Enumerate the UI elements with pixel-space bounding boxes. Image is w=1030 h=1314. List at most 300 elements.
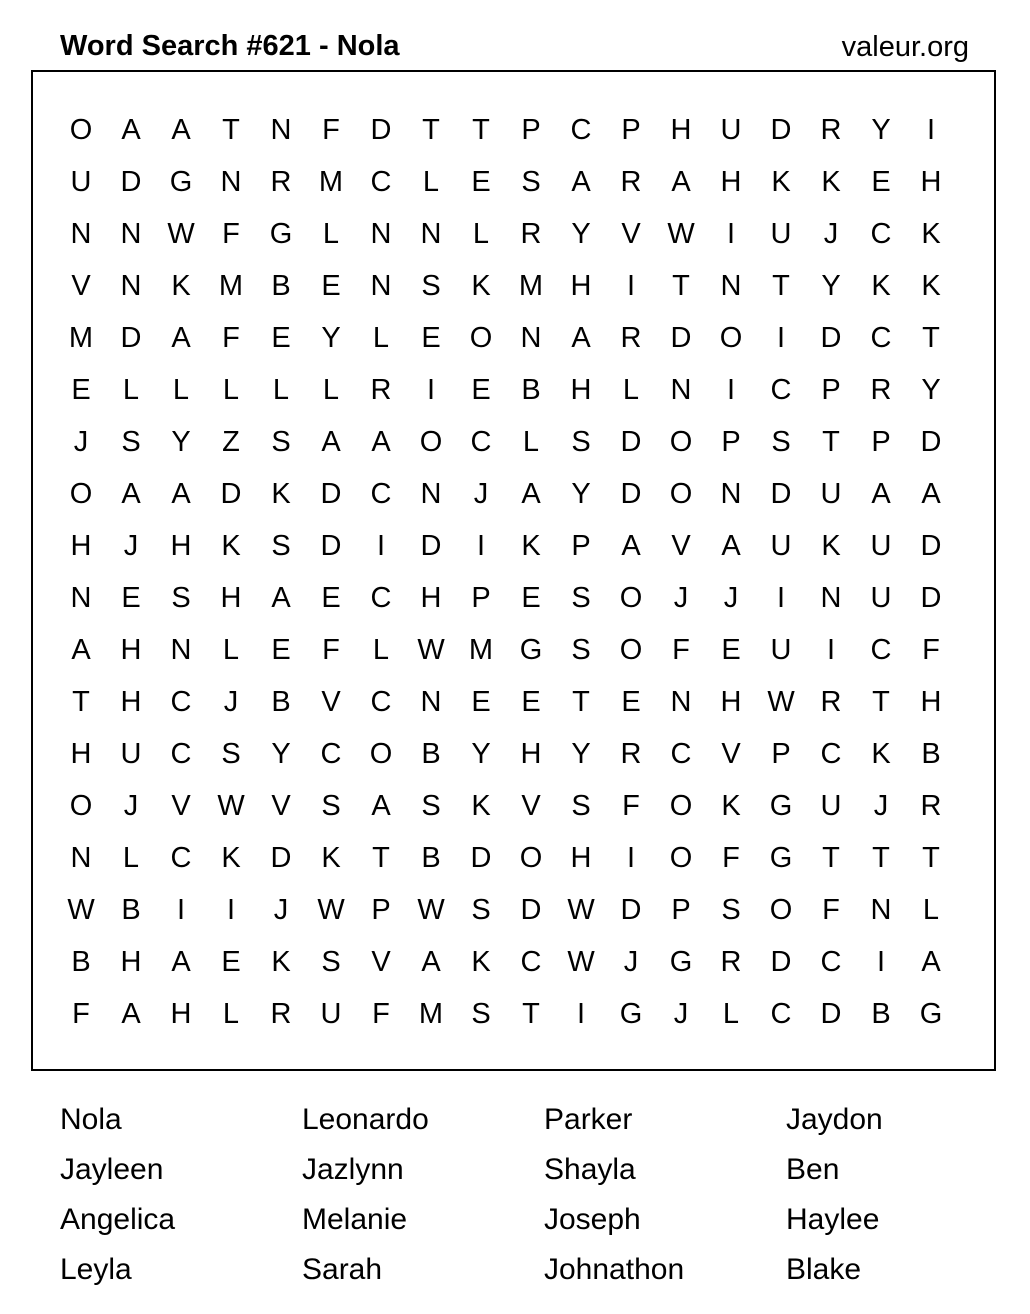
page-title: Word Search #621 - Nola <box>60 30 400 62</box>
grid-letter: L <box>522 426 540 458</box>
grid-letter: A <box>171 322 191 354</box>
grid-letter: I <box>176 894 186 926</box>
grid-letter: L <box>372 634 390 666</box>
grid-letter: N <box>420 478 442 510</box>
grid-letter: B <box>71 946 91 978</box>
grid-letter: L <box>272 374 290 406</box>
grid-letter: V <box>271 790 291 822</box>
grid-letter: U <box>770 218 792 250</box>
grid-letter: N <box>420 218 442 250</box>
grid-letter: C <box>770 998 792 1030</box>
grid-letter: A <box>621 530 641 562</box>
grid-letter: H <box>570 374 592 406</box>
grid-letter: K <box>771 166 791 198</box>
grid-letter: G <box>519 634 543 666</box>
grid-letter: D <box>220 478 242 510</box>
grid-letter: A <box>371 426 391 458</box>
grid-letter: B <box>421 738 441 770</box>
grid-letter: N <box>70 582 92 614</box>
grid-letter: C <box>570 114 592 146</box>
grid-letter: F <box>672 634 690 666</box>
grid-letter: D <box>270 842 292 874</box>
word-list-item: Johnathon <box>544 1253 685 1286</box>
grid-letter: E <box>421 322 441 354</box>
grid-letter: D <box>320 530 342 562</box>
grid-letter: M <box>468 634 494 666</box>
grid-letter: O <box>369 738 393 770</box>
grid-letter: E <box>271 322 291 354</box>
grid-letter: W <box>167 218 195 250</box>
word-list-item: Shayla <box>544 1153 636 1186</box>
word-list-item: Ben <box>786 1153 840 1186</box>
word-list-item: Jaydon <box>786 1103 883 1136</box>
word-list-item: Sarah <box>302 1253 383 1286</box>
grid-letter: A <box>521 478 541 510</box>
word-list-item: Jazlynn <box>302 1153 404 1186</box>
word-list-item: Jayleen <box>60 1153 164 1186</box>
grid-letter: A <box>121 114 141 146</box>
grid-letter: R <box>370 374 392 406</box>
grid-letter: J <box>673 998 689 1030</box>
grid-letter: H <box>520 738 542 770</box>
grid-letter: D <box>770 478 792 510</box>
grid-letter: S <box>271 426 291 458</box>
word-list-item: Melanie <box>302 1203 408 1236</box>
grid-letter: E <box>121 582 141 614</box>
grid-letter: B <box>521 374 541 406</box>
grid-letter: L <box>172 374 190 406</box>
grid-letter: L <box>722 998 740 1030</box>
grid-letter: D <box>920 582 942 614</box>
grid-letter: H <box>170 998 192 1030</box>
grid-letter: T <box>372 842 390 874</box>
grid-letter: O <box>669 842 693 874</box>
grid-letter: A <box>721 530 741 562</box>
grid-letter: H <box>70 530 92 562</box>
grid-letter: E <box>471 686 491 718</box>
grid-letter: E <box>321 270 341 302</box>
grid-letter: J <box>123 790 139 822</box>
grid-letter: E <box>471 374 491 406</box>
grid-letter: D <box>520 894 542 926</box>
grid-letter: D <box>370 114 392 146</box>
grid-letter: G <box>619 998 643 1030</box>
grid-letter: D <box>620 426 642 458</box>
grid-letter: T <box>672 270 690 302</box>
grid-letter: O <box>719 322 743 354</box>
grid-letter: H <box>570 842 592 874</box>
grid-letter: F <box>822 894 840 926</box>
grid-letter: I <box>426 374 436 406</box>
grid-letter: N <box>370 218 392 250</box>
grid-letter: Y <box>271 738 291 770</box>
grid-letter: U <box>820 790 842 822</box>
grid-letter: S <box>471 894 491 926</box>
grid-letter: O <box>69 478 93 510</box>
grid-letter: N <box>420 686 442 718</box>
grid-letter: R <box>920 790 942 822</box>
grid-letter: U <box>770 634 792 666</box>
grid-letter: R <box>620 322 642 354</box>
grid-letter: N <box>670 686 692 718</box>
grid-letter: K <box>471 270 491 302</box>
grid-letter: E <box>321 582 341 614</box>
grid-letter: G <box>769 842 793 874</box>
grid-letter: Y <box>571 738 591 770</box>
grid-letter: B <box>121 894 141 926</box>
grid-letter: T <box>922 842 940 874</box>
grid-letter: E <box>871 166 891 198</box>
grid-letter: A <box>71 634 91 666</box>
grid-letter: J <box>73 426 89 458</box>
grid-letter: L <box>222 374 240 406</box>
grid-letter: O <box>419 426 443 458</box>
grid-letter: T <box>72 686 90 718</box>
grid-letter: S <box>421 270 441 302</box>
grid-letter: S <box>421 790 441 822</box>
word-list-item: Angelica <box>60 1203 176 1236</box>
grid-letter: V <box>521 790 541 822</box>
grid-letter: K <box>471 790 491 822</box>
grid-letter: K <box>171 270 191 302</box>
grid-letter: N <box>120 218 142 250</box>
grid-letter: J <box>723 582 739 614</box>
grid-letter: P <box>571 530 591 562</box>
grid-letter: I <box>726 218 736 250</box>
grid-letter: D <box>420 530 442 562</box>
grid-letter: H <box>120 946 142 978</box>
grid-letter: B <box>921 738 941 770</box>
grid-letter: A <box>171 946 191 978</box>
grid-letter: V <box>171 790 191 822</box>
grid-letter: H <box>220 582 242 614</box>
grid-letter: N <box>720 270 742 302</box>
grid-letter: H <box>120 686 142 718</box>
grid-letter: A <box>371 790 391 822</box>
grid-letter: E <box>521 582 541 614</box>
grid-letter: C <box>320 738 342 770</box>
grid-letter: R <box>520 218 542 250</box>
grid-letter: C <box>170 738 192 770</box>
grid-letter: F <box>322 114 340 146</box>
grid-letter: E <box>721 634 741 666</box>
grid-letter: A <box>671 166 691 198</box>
grid-letter: J <box>123 530 139 562</box>
grid-letter: T <box>822 426 840 458</box>
grid-letter: I <box>226 894 236 926</box>
grid-letter: A <box>571 322 591 354</box>
word-list-item: Leyla <box>60 1253 132 1286</box>
grid-letter: T <box>472 114 490 146</box>
grid-letter: C <box>820 946 842 978</box>
grid-letter: H <box>170 530 192 562</box>
grid-letter: R <box>870 374 892 406</box>
grid-letter: D <box>120 322 142 354</box>
grid-letter: I <box>876 946 886 978</box>
grid-letter: K <box>471 946 491 978</box>
grid-letter: O <box>769 894 793 926</box>
grid-letter: L <box>322 218 340 250</box>
grid-letter: I <box>626 842 636 874</box>
grid-letter: F <box>322 634 340 666</box>
grid-letter: C <box>370 166 392 198</box>
grid-letter: C <box>370 478 392 510</box>
grid-letter: L <box>222 998 240 1030</box>
word-list <box>60 1095 1028 1295</box>
grid-letter: M <box>518 270 544 302</box>
grid-letter: E <box>471 166 491 198</box>
grid-letter: W <box>417 894 445 926</box>
grid-letter: F <box>922 634 940 666</box>
grid-letter: H <box>570 270 592 302</box>
grid-letter: A <box>321 426 341 458</box>
grid-letter: N <box>370 270 392 302</box>
grid-letter: I <box>826 634 836 666</box>
grid-letter: W <box>667 218 695 250</box>
grid-letter: H <box>720 166 742 198</box>
grid-letter: K <box>221 842 241 874</box>
grid-letter: T <box>872 686 890 718</box>
grid-letter: D <box>920 530 942 562</box>
grid-letter: C <box>170 842 192 874</box>
grid-letter: N <box>720 478 742 510</box>
grid-letter: S <box>171 582 191 614</box>
grid-letter: K <box>921 270 941 302</box>
grid-letter: Y <box>571 218 591 250</box>
grid-letter: J <box>673 582 689 614</box>
grid-letter: P <box>671 894 691 926</box>
grid-letter: B <box>871 998 891 1030</box>
grid-letter: K <box>321 842 341 874</box>
grid-letter: H <box>70 738 92 770</box>
grid-letter: Y <box>871 114 891 146</box>
word-list-item: Haylee <box>786 1203 880 1236</box>
grid-letter: K <box>221 530 241 562</box>
grid-letter: I <box>776 322 786 354</box>
grid-letter: D <box>820 998 842 1030</box>
grid-letter: U <box>720 114 742 146</box>
grid-letter: O <box>669 478 693 510</box>
grid-letter: N <box>520 322 542 354</box>
grid-letter: U <box>870 582 892 614</box>
grid-letter: T <box>422 114 440 146</box>
grid-letter: C <box>470 426 492 458</box>
grid-letter: T <box>822 842 840 874</box>
grid-letter: P <box>371 894 391 926</box>
grid-letter: U <box>70 166 92 198</box>
grid-letter: L <box>122 374 140 406</box>
grid-letter: G <box>769 790 793 822</box>
grid-letter: O <box>619 582 643 614</box>
grid-letter: D <box>120 166 142 198</box>
grid-letter: R <box>820 114 842 146</box>
grid-letter: P <box>821 374 841 406</box>
grid-letter: V <box>371 946 391 978</box>
grid-letter: Y <box>471 738 491 770</box>
grid-letter: A <box>171 114 191 146</box>
grid-letter: E <box>71 374 91 406</box>
grid-letter: F <box>222 322 240 354</box>
grid-letter: T <box>872 842 890 874</box>
grid-letter: O <box>669 426 693 458</box>
grid-letter: S <box>321 946 341 978</box>
grid-letter: R <box>720 946 742 978</box>
grid-letter: I <box>776 582 786 614</box>
site-name: valeur.org <box>841 31 969 63</box>
word-list-item: Leonardo <box>302 1103 429 1136</box>
grid-letter: A <box>921 478 941 510</box>
grid-letter: A <box>571 166 591 198</box>
grid-letter: W <box>567 946 595 978</box>
grid-letter: S <box>571 634 591 666</box>
letter-grid <box>56 104 956 1040</box>
grid-letter: D <box>320 478 342 510</box>
grid-letter: K <box>521 530 541 562</box>
grid-letter: S <box>521 166 541 198</box>
grid-letter: J <box>273 894 289 926</box>
grid-letter: V <box>71 270 91 302</box>
grid-letter: D <box>920 426 942 458</box>
grid-letter: G <box>669 946 693 978</box>
grid-letter: A <box>271 582 291 614</box>
grid-letter: C <box>520 946 542 978</box>
grid-letter: L <box>422 166 440 198</box>
grid-letter: H <box>920 166 942 198</box>
grid-letter: B <box>271 270 291 302</box>
grid-letter: E <box>521 686 541 718</box>
grid-letter: U <box>870 530 892 562</box>
grid-letter: S <box>571 582 591 614</box>
grid-letter: F <box>372 998 390 1030</box>
grid-letter: P <box>471 582 491 614</box>
grid-letter: F <box>622 790 640 822</box>
grid-letter: K <box>271 946 291 978</box>
grid-letter: C <box>670 738 692 770</box>
grid-letter: K <box>871 270 891 302</box>
grid-letter: I <box>576 998 586 1030</box>
grid-letter: L <box>322 374 340 406</box>
grid-letter: P <box>771 738 791 770</box>
grid-letter: N <box>70 842 92 874</box>
grid-letter: U <box>120 738 142 770</box>
grid-letter: I <box>726 374 736 406</box>
grid-letter: Y <box>171 426 191 458</box>
word-list-item: Nola <box>60 1103 122 1136</box>
grid-letter: O <box>669 790 693 822</box>
grid-letter: T <box>522 998 540 1030</box>
grid-letter: S <box>571 790 591 822</box>
grid-letter: P <box>521 114 541 146</box>
grid-letter: R <box>820 686 842 718</box>
grid-letter: W <box>317 894 345 926</box>
grid-letter: C <box>870 634 892 666</box>
grid-letter: J <box>223 686 239 718</box>
grid-letter: N <box>170 634 192 666</box>
grid-letter: H <box>920 686 942 718</box>
grid-letter: W <box>217 790 245 822</box>
grid-letter: N <box>220 166 242 198</box>
grid-letter: D <box>470 842 492 874</box>
grid-letter: A <box>121 998 141 1030</box>
grid-letter: M <box>218 270 244 302</box>
grid-letter: N <box>120 270 142 302</box>
grid-letter: N <box>670 374 692 406</box>
grid-letter: V <box>671 530 691 562</box>
grid-letter: G <box>169 166 193 198</box>
word-list-item: Blake <box>786 1253 862 1286</box>
grid-letter: W <box>417 634 445 666</box>
grid-letter: C <box>170 686 192 718</box>
grid-letter: A <box>421 946 441 978</box>
grid-letter: U <box>770 530 792 562</box>
grid-letter: J <box>873 790 889 822</box>
grid-letter: T <box>222 114 240 146</box>
grid-letter: C <box>370 582 392 614</box>
grid-letter: I <box>376 530 386 562</box>
grid-letter: R <box>270 998 292 1030</box>
grid-letter: C <box>370 686 392 718</box>
grid-letter: G <box>269 218 293 250</box>
grid-letter: L <box>922 894 940 926</box>
grid-letter: F <box>222 218 240 250</box>
grid-letter: Y <box>921 374 941 406</box>
grid-letter: O <box>69 790 93 822</box>
grid-letter: L <box>372 322 390 354</box>
grid-letter: C <box>770 374 792 406</box>
grid-letter: E <box>271 634 291 666</box>
grid-letter: O <box>619 634 643 666</box>
grid-letter: S <box>471 998 491 1030</box>
grid-letter: I <box>476 530 486 562</box>
grid-letter: R <box>620 738 642 770</box>
grid-letter: J <box>473 478 489 510</box>
grid-letter: S <box>571 426 591 458</box>
grid-letter: L <box>622 374 640 406</box>
grid-letter: N <box>870 894 892 926</box>
grid-letter: Y <box>321 322 341 354</box>
grid-letter: S <box>321 790 341 822</box>
grid-letter: C <box>870 218 892 250</box>
grid-letter: V <box>721 738 741 770</box>
grid-letter: K <box>871 738 891 770</box>
grid-letter: L <box>472 218 490 250</box>
grid-letter: I <box>926 114 936 146</box>
grid-letter: T <box>772 270 790 302</box>
grid-letter: P <box>621 114 641 146</box>
grid-letter: D <box>820 322 842 354</box>
grid-letter: E <box>621 686 641 718</box>
grid-letter: K <box>921 218 941 250</box>
grid-letter: U <box>820 478 842 510</box>
grid-letter: J <box>623 946 639 978</box>
grid-letter: L <box>122 842 140 874</box>
grid-letter: A <box>921 946 941 978</box>
grid-letter: D <box>770 946 792 978</box>
grid-letter: D <box>770 114 792 146</box>
grid-letter: O <box>69 114 93 146</box>
grid-letter: Y <box>571 478 591 510</box>
grid-letter: S <box>721 894 741 926</box>
grid-letter: B <box>421 842 441 874</box>
grid-letter: S <box>121 426 141 458</box>
grid-letter: V <box>621 218 641 250</box>
grid-letter: R <box>620 166 642 198</box>
grid-letter: U <box>320 998 342 1030</box>
grid-letter: K <box>271 478 291 510</box>
grid-letter: N <box>270 114 292 146</box>
grid-letter: R <box>270 166 292 198</box>
grid-letter: E <box>221 946 241 978</box>
